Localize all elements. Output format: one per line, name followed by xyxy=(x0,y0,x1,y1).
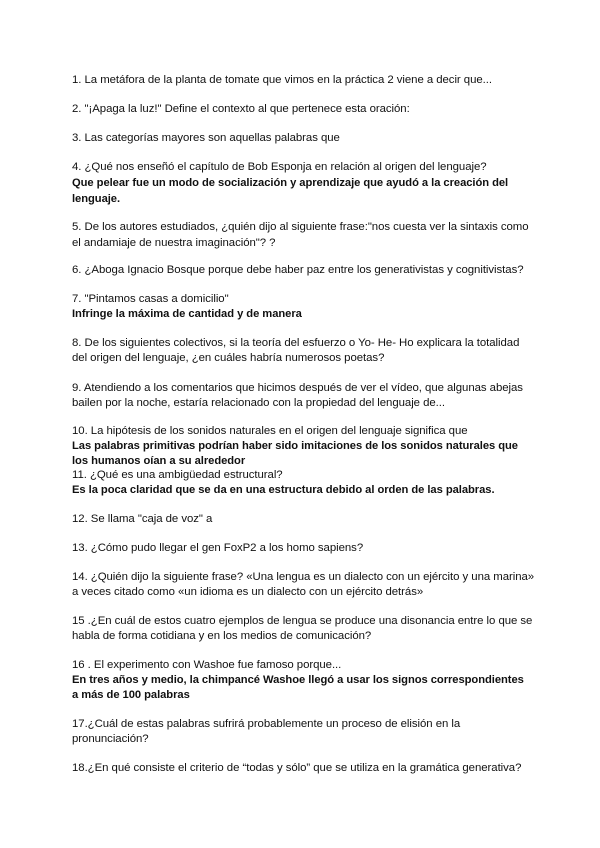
question-2: 2. "¡Apaga la luz!" Define el contexto al que pertenece esta oración: xyxy=(72,103,410,115)
question-17-line-2: pronunciación? xyxy=(72,733,149,745)
question-5-line-1: 5. De los autores estudiados, ¿quién dijo al siguiente frase:"nos cuesta ver la sintaxis como xyxy=(72,221,529,233)
answer-16-line-2: a más de 100 palabras xyxy=(72,689,190,701)
question-16: 16 . El experimento con Washoe fue famoso porque... xyxy=(72,659,342,671)
question-6: 6. ¿Aboga Ignacio Bosque porque debe haber paz entre los generativistas y cognitivistas? xyxy=(72,264,524,276)
question-7: 7. "Pintamos casas a domicilio" xyxy=(72,293,229,305)
question-3: 3. Las categorías mayores son aquellas palabras que xyxy=(72,132,340,144)
question-8-line-1: 8. De los siguientes colectivos, si la teoría del esfuerzo o Yo- He- Ho explicara la totalidad xyxy=(72,337,520,349)
question-9-line-2: bailen por la noche, estaría relacionado con la propiedad del lenguaje de... xyxy=(72,397,445,409)
question-14-line-2: a veces citado como «un idioma es un dialecto con un ejército detrás» xyxy=(72,586,424,598)
answer-16-line-1: En tres años y medio, la chimpancé Washoe llegó a usar los signos correspondientes xyxy=(72,674,524,686)
question-9-line-1: 9. Atendiendo a los comentarios que hicimos después de ver el vídeo, que algunas abejas xyxy=(72,382,523,394)
question-17-line-1: 17.¿Cuál de estas palabras sufrirá probablemente un proceso de elisión en la xyxy=(72,718,461,730)
answer-7: Infringe la máxima de cantidad y de manera xyxy=(72,308,302,320)
question-11: 11. ¿Qué es una ambigüedad estructural? xyxy=(72,469,283,481)
question-8-line-2: del origen del lenguaje, ¿en cuáles habría numerosos poetas? xyxy=(72,352,385,364)
answer-10-line-2: los humanos oían a su alrededor xyxy=(72,455,246,467)
answer-10-line-1: Las palabras primitivas podrían haber sido imitaciones de los sonidos naturales que xyxy=(72,440,518,452)
question-10: 10. La hipótesis de los sonidos naturales en el origen del lenguaje significa que xyxy=(72,425,468,437)
answer-11: Es la poca claridad que se da en una estructura debido al orden de las palabras. xyxy=(72,484,495,496)
question-13: 13. ¿Cómo pudo llegar el gen FoxP2 a los homo sapiens? xyxy=(72,542,364,554)
answer-4-line-2: lenguaje. xyxy=(72,193,121,205)
question-18: 18.¿En qué consiste el criterio de “todas y sólo” que se utiliza en la gramática generativa? xyxy=(72,762,522,774)
question-5-line-2: el andamiaje de nuestra imaginación"? ? xyxy=(72,237,276,249)
question-4: 4. ¿Qué nos enseñó el capítulo de Bob Esponja en relación al origen del lenguaje? xyxy=(72,161,487,173)
question-1: 1. La metáfora de la planta de tomate que vimos en la práctica 2 viene a decir que... xyxy=(72,74,492,86)
question-15-line-2: habla de forma cotidiana y en los medios de comunicación? xyxy=(72,630,372,642)
question-15-line-1: 15 .¿En cuál de estos cuatro ejemplos de lengua se produce una disonancia entre lo que se xyxy=(72,615,533,627)
answer-4-line-1: Que pelear fue un modo de socialización y aprendizaje que ayudó a la creación del xyxy=(72,177,509,189)
question-14-line-1: 14. ¿Quién dijo la siguiente frase? «Una lengua es un dialecto con un ejército y una marina» xyxy=(72,571,535,583)
question-12: 12. Se llama "caja de voz" a xyxy=(72,513,213,525)
